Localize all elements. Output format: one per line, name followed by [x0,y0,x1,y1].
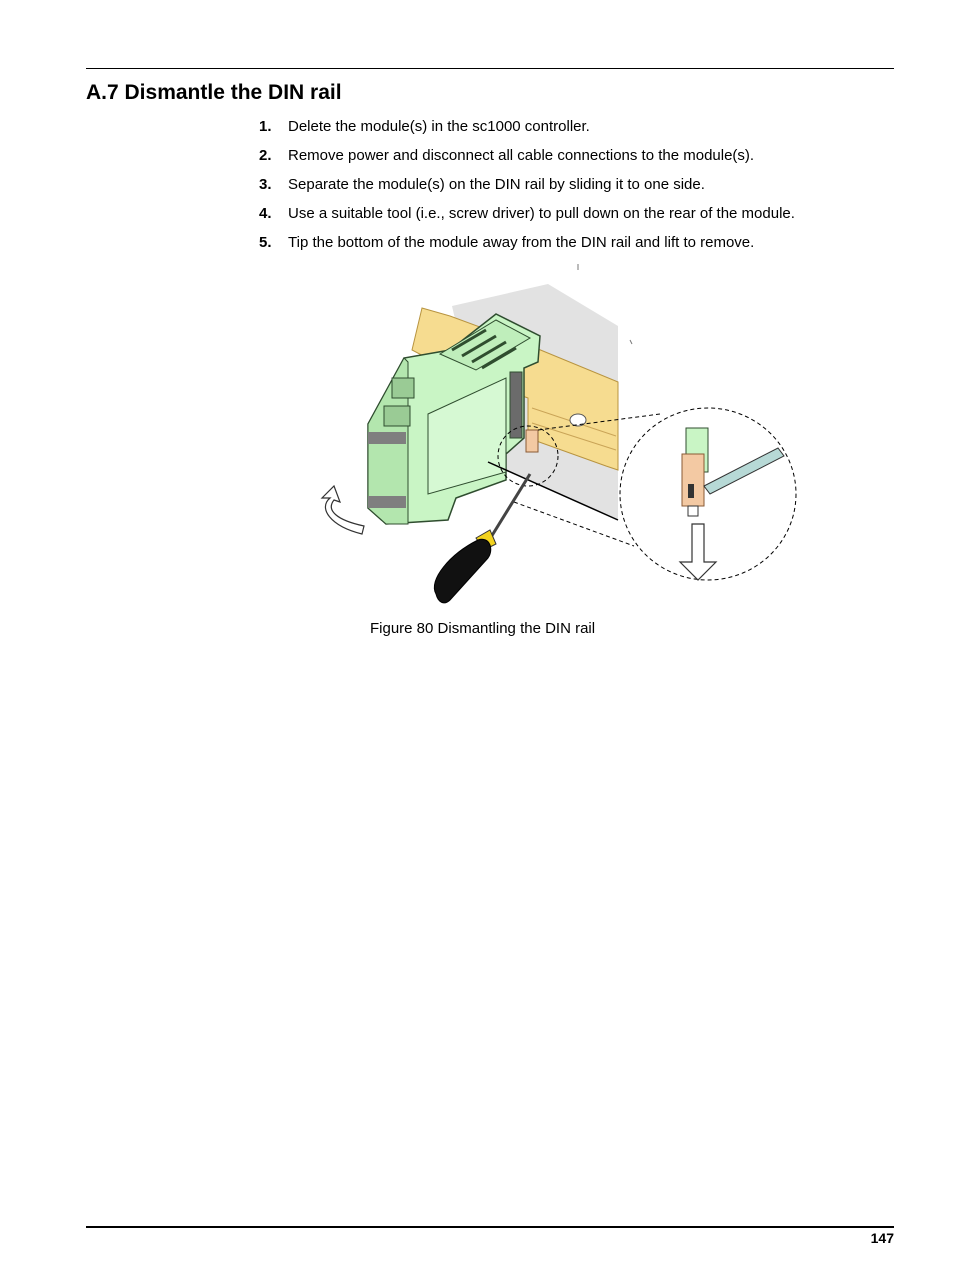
header-rule [86,68,894,69]
section-title: A.7 Dismantle the DIN rail [86,81,342,104]
figure-caption: Figure 80 Dismantling the DIN rail [370,620,596,637]
page-number: 147 [870,1230,894,1246]
detail-latch [682,454,704,506]
step-item [259,205,879,234]
step-item [259,118,879,147]
footer-rule [86,1226,894,1228]
rear-latch [526,430,538,452]
front-connector [392,378,414,398]
front-connector [384,406,410,426]
step-item [259,176,879,205]
steps-list [259,118,879,263]
step-number: 1. [259,118,272,135]
step-text: Separate the module(s) on the DIN rail by sliding it to one side. [288,176,705,193]
front-label-strip [368,496,406,508]
step-text: Remove power and disconnect all cable connections to the module(s). [288,147,755,164]
front-label-strip [368,432,406,444]
step-number: 2. [259,147,272,164]
step-text: Tip the bottom of the module away from the DIN rail and lift to remove. [288,234,755,251]
step-text: Delete the module(s) in the sc1000 controller. [288,118,590,135]
tilt-arrow-icon [322,486,364,534]
din-rail-figure [300,258,820,614]
step-number: 5. [259,234,272,251]
din-rail-illustration [300,258,820,614]
step-text: Use a suitable tool (i.e., screw driver) to pull down on the rear of the module. [288,205,795,222]
step-number: 3. [259,176,272,193]
screwdriver-handle [434,539,490,603]
step-item [259,147,879,176]
step-number: 4. [259,205,272,222]
